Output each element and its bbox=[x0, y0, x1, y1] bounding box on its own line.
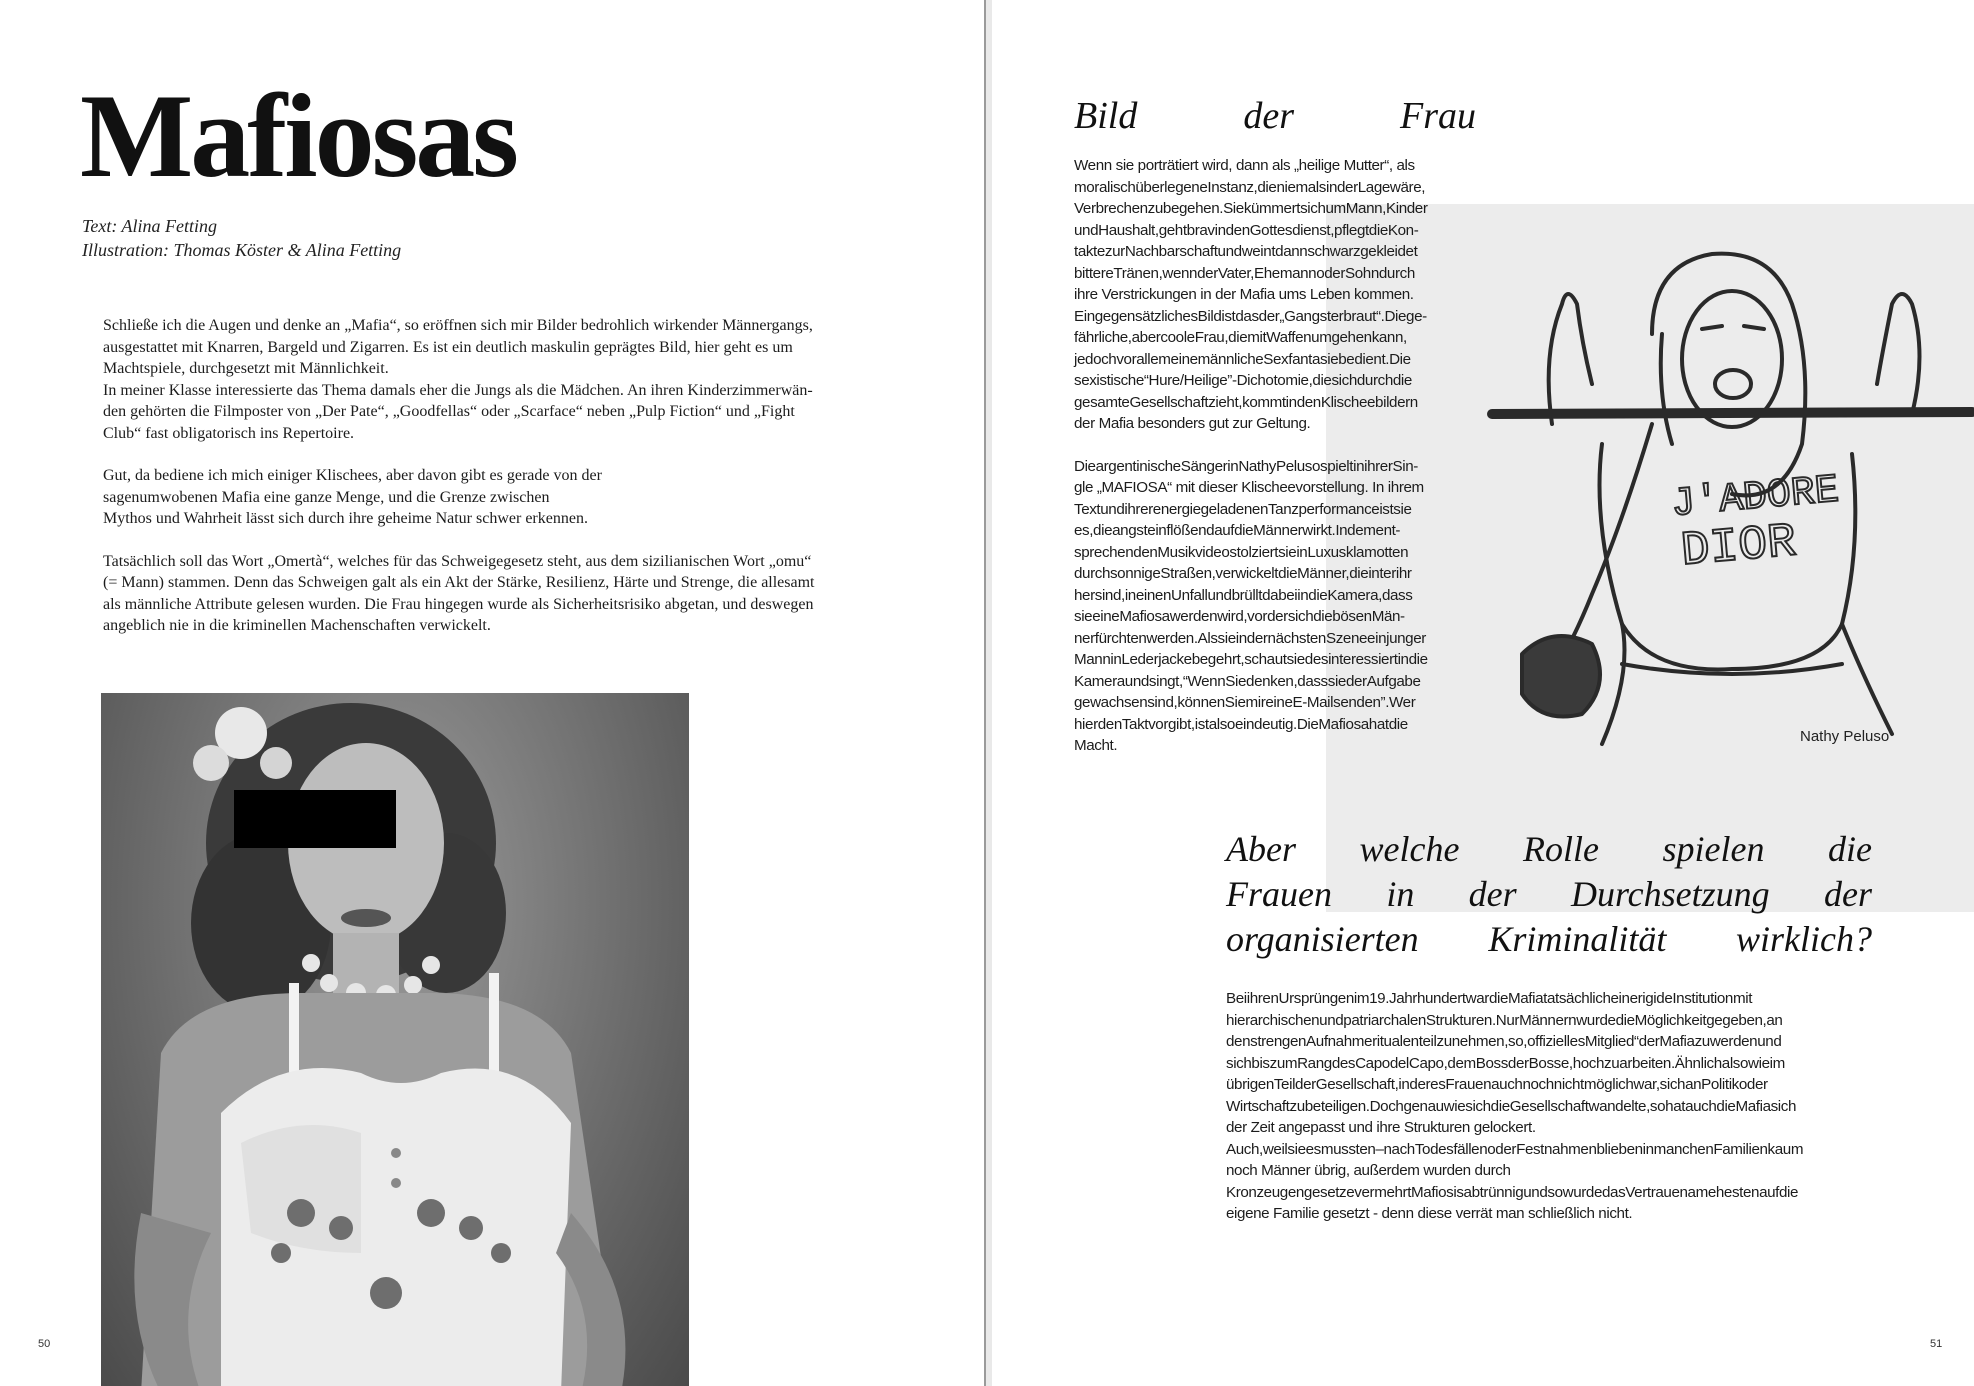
text-line: Schließe ich die Augen und denke an „Mafia“, so eröffnen sich mir Bilder bedrohlich wirkender Männergangs, bbox=[103, 317, 813, 334]
shirt-text-jadore: J'ADORE bbox=[1669, 468, 1841, 529]
illustration-caption: Nathy Peluso bbox=[1800, 728, 1890, 745]
heading-line: organisierten Kriminalität wirklich? bbox=[1226, 919, 1872, 959]
text-line: ManninLederjackebegehrt,schautsiedesinteressiertindie bbox=[1074, 651, 1428, 668]
text-line: taktezurNachbarschaftundweintdannschwarzgekleidet bbox=[1074, 243, 1418, 260]
text-line: der Zeit angepasst und ihre Strukturen gelockert. bbox=[1226, 1119, 1536, 1136]
intro-paragraph-3 bbox=[103, 551, 855, 637]
text-line: der Mafia besonders gut zur Geltung. bbox=[1074, 415, 1311, 432]
text-line: moralischüberlegeneInstanz,dieniemalsinderLagewäre, bbox=[1074, 178, 1426, 196]
text-line: gewachsensind,könnenSiemireineE-Mailsenden”.Wer bbox=[1074, 694, 1416, 711]
section-2-text bbox=[1226, 988, 1878, 1225]
text-line: durchsonnigeStraßen,verwickeltdieMänner,dieinterihr bbox=[1074, 565, 1412, 582]
text-line: Auch,weilsieesmussten–nachTodesfällenoderFestnahmenbliebeninmanchenFamilienkaum bbox=[1226, 1140, 1804, 1158]
shirt-text-dior: DIOR bbox=[1678, 515, 1799, 580]
nathy-peluso-illustration bbox=[1482, 244, 1974, 764]
text-line: Club“ fast obligatorisch ins Repertoire. bbox=[103, 424, 355, 442]
text-line: undHaushalt,gehtbravindenGottesdienst,pflegtdieKon- bbox=[1074, 221, 1419, 239]
text-line: DieargentinischeSängerinNathyPelusospieltinihrerSin- bbox=[1074, 457, 1418, 475]
text-line: gle „MAFIOSA“ mit dieser Klischeevorstellung. In ihrem bbox=[1074, 479, 1424, 496]
text-line: EingegensätzlichesBildistdasder„Gangsterbraut“.Diege- bbox=[1074, 307, 1427, 325]
text-line: In meiner Klasse interessierte das Thema damals eher die Jungs als die Mädchen. An ihren Kinderzimmerwän- bbox=[103, 381, 813, 399]
section-heading-bild-der-frau: Bild der Frau bbox=[1074, 95, 1476, 137]
text-line: übrigenTeilderGesellschaft,inderesFrauenauchnochnichtmöglichwar,sichanPolitikoder bbox=[1226, 1076, 1768, 1093]
section-1-text bbox=[1074, 155, 1484, 778]
text-line: Wenn sie porträtiert wird, dann als „heilige Mutter“, als bbox=[1074, 157, 1415, 174]
text-line: KronzeugengesetzevermehrtMafiosisabtrünnigundsowurdedasVertrauenamehestenaufdie bbox=[1226, 1183, 1799, 1201]
text-line: sagenumwobenen Mafia eine ganze Menge, und die Grenze zwischen bbox=[103, 488, 550, 506]
heading-line: Aber welche Rolle spielen die bbox=[1226, 829, 1872, 869]
text-line: angeblich nie in die kriminellen Machenschaften verwickelt. bbox=[103, 617, 491, 634]
section-1-paragraph-1 bbox=[1074, 155, 1484, 435]
text-line: Wirtschaftzubeteiligen.DochgenauwiesichdieGesellschaftwandelte,sohatauchdieMafiasich bbox=[1226, 1097, 1797, 1115]
text-line: ihre Verstrickungen in der Mafia ums Leben kommen. bbox=[1074, 286, 1414, 303]
text-line: fährliche,abercooleFrau,diemitWaffenumgehenkann, bbox=[1074, 329, 1407, 346]
text-line: gesamteGesellschaftzieht,kommtindenKlischeebildern bbox=[1074, 393, 1418, 411]
section-heading-rolle-der-frauen bbox=[1226, 827, 1872, 962]
intro-paragraph-2 bbox=[103, 465, 855, 530]
text-line: den gehörten die Filmposter von „Der Pate“, „Goodfellas“ oder „Scarface“ neben „Pulp Fiction“ und „Fight bbox=[103, 403, 795, 420]
right-page bbox=[992, 0, 1974, 1386]
text-line: hersind,ineinenUnfallundbrülltdabeiindieKamera,dass bbox=[1074, 586, 1413, 604]
text-line: jedochvorallemeinemännlicheSexfantasiebedient.Die bbox=[1074, 350, 1411, 368]
text-line: Verbrechenzubegehen.SiekümmertsichumMann,Kinder bbox=[1074, 200, 1428, 217]
text-line: eigene Familie gesetzt - denn diese verrät man schließlich nicht. bbox=[1226, 1205, 1633, 1222]
text-line: (= Mann) stammen. Denn das Schweigen galt als ein Akt der Stärke, Resilienz, Härte und Strenge, die allesamt bbox=[103, 574, 815, 591]
intro-text bbox=[103, 315, 855, 658]
article-title: Mafiosas bbox=[80, 69, 516, 202]
left-page bbox=[0, 0, 986, 1386]
text-line: BeiihrenUrsprüngenim19.JahrhundertwardieMafiatatsächlicheinerigideInstitutionmit bbox=[1226, 990, 1753, 1007]
text-line: hierarchischenundpatriarchalenStrukturen.NurMännernwurdedieMöglichkeitgegeben,an bbox=[1226, 1011, 1783, 1029]
text-line: es,dieangsteinflößendaufdieMännerwirkt.Indement- bbox=[1074, 522, 1401, 539]
text-line: nerfürchtenwerden.AlssieindernächstenSzeneeinjunger bbox=[1074, 629, 1426, 647]
page-number-left: 50 bbox=[38, 1338, 51, 1350]
illustration-credit: Illustration: Thomas Köster & Alina Fetting bbox=[82, 240, 402, 260]
heading-line: Frauen in der Durchsetzung der bbox=[1226, 874, 1872, 914]
section-1-paragraph-2 bbox=[1074, 456, 1484, 757]
text-line: noch Männer übrig, außerdem wurden durch bbox=[1226, 1162, 1511, 1179]
text-line: Tatsächlich soll das Wort „Omertà“, welches für das Schweigegesetz steht, aus dem sizilianischen Wort „omu“ bbox=[103, 552, 812, 570]
text-line: Mythos und Wahrheit lässt sich durch ihre geheime Natur schwer erkennen. bbox=[103, 510, 588, 527]
text-credit: Text: Alina Fetting bbox=[82, 216, 217, 236]
text-line: sichbiszumRangdesCapodelCapo,demBossderBosse,hochzuarbeiten.Ähnlichalsowieim bbox=[1226, 1054, 1785, 1072]
text-line: Kameraundsingt,“WennSiedenken,dasssiederAufgabe bbox=[1074, 672, 1421, 690]
text-line: als männliche Attribute gelesen wurden. Die Frau hingegen wurde als Sicherheitsrisiko abgetan, und deswegen bbox=[103, 595, 814, 613]
text-line: TextundihrerenergiegeladenenTanzperformanceistsie bbox=[1074, 500, 1412, 518]
text-line: Machtspiele, durchgesetzt mit Männlichkeit. bbox=[103, 360, 389, 377]
article-credits bbox=[82, 214, 401, 262]
text-line: bittereTränen,wennderVater,EhemannoderSohndurch bbox=[1074, 264, 1415, 282]
text-line: Macht. bbox=[1074, 737, 1118, 754]
intro-paragraph-1 bbox=[103, 315, 855, 444]
censored-woman-photo bbox=[101, 693, 689, 1386]
text-line: sieeineMafiosawerdenwird,vordersichdiebösenMän- bbox=[1074, 608, 1405, 625]
text-line: sexistische“Hure/Heilige”-Dichotomie,diesichdurchdie bbox=[1074, 372, 1412, 389]
photo-drawing bbox=[101, 693, 689, 1386]
text-line: hierdenTaktvorgibt,istalsoeindeutig.DieMafiosahatdie bbox=[1074, 715, 1408, 733]
text-line: sprechendenMusikvideostolziertsieinLuxusklamotten bbox=[1074, 543, 1409, 561]
text-line: Gut, da bediene ich mich einiger Klischees, aber davon gibt es gerade von der bbox=[103, 467, 602, 484]
text-line: ausgestattet mit Knarren, Bargeld und Zigarren. Es ist ein deutlich maskulin geprägtes Bild, hier geht es um bbox=[103, 338, 793, 356]
text-line: denstrengenAufnahmeritualenteilzunehmen,so,offiziellesMitglied“derMafiazuwerdenund bbox=[1226, 1033, 1782, 1050]
page-number-right: 51 bbox=[1930, 1338, 1943, 1350]
